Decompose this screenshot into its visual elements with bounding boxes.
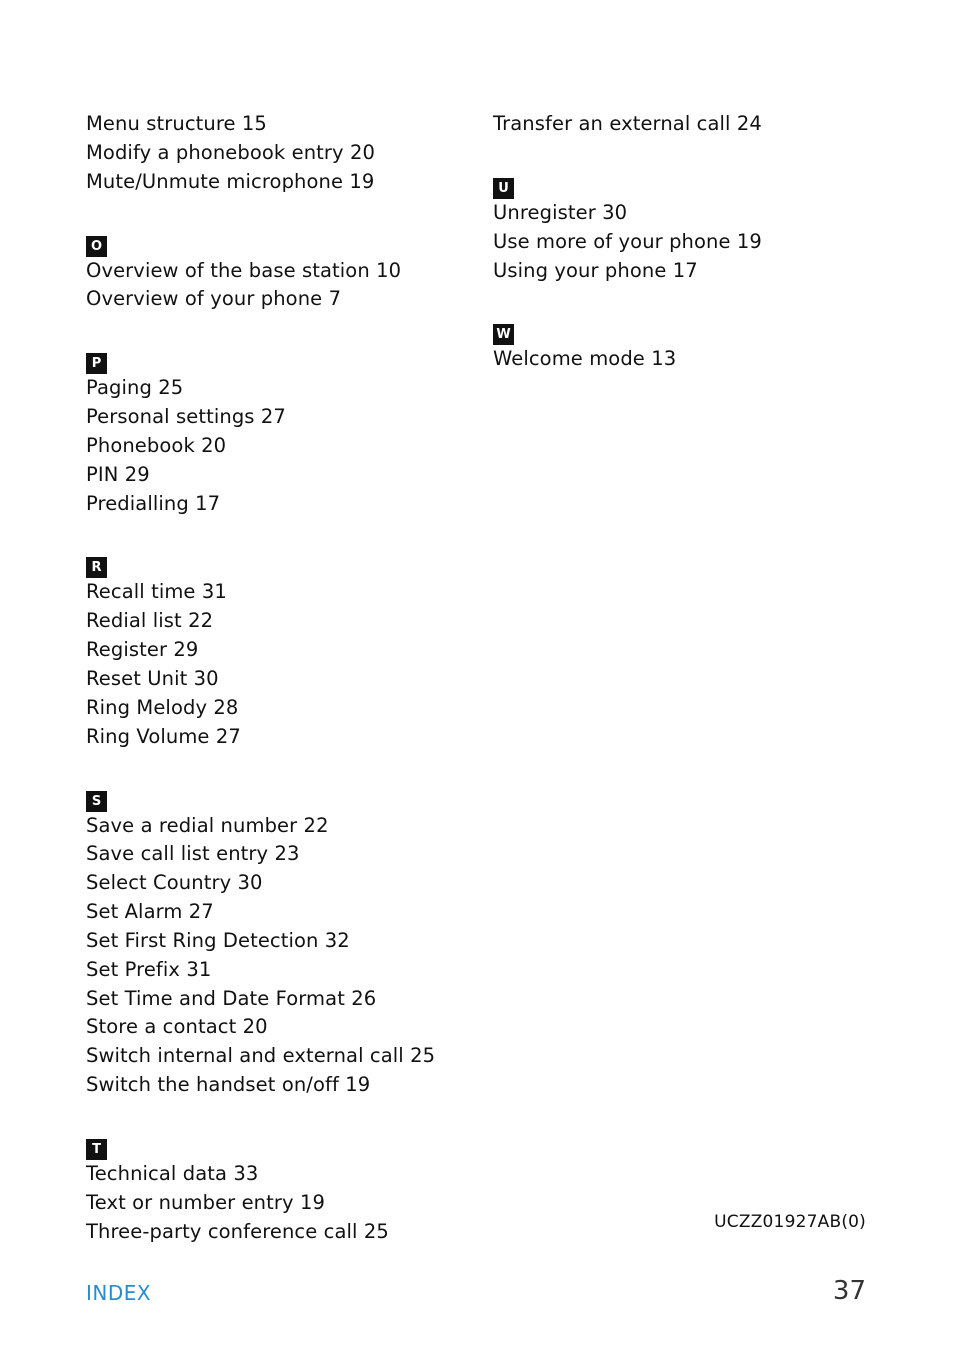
index-letter-badge: S	[86, 791, 107, 812]
index-entry: Set Alarm 27	[86, 900, 214, 924]
index-entry: Technical data 33	[86, 1161, 259, 1185]
index-left-column	[86, 110, 466, 1274]
index-group	[493, 110, 873, 139]
index-group	[86, 1128, 466, 1247]
index-entry: Set Time and Date Format 26	[86, 986, 377, 1010]
index-entry: Save call list entry 23	[86, 842, 300, 866]
index-entry: Transfer an external call 24	[493, 112, 762, 135]
index-letter-badge: P	[86, 353, 107, 374]
index-group	[86, 342, 466, 518]
index-group	[493, 313, 873, 374]
index-entry: PIN 29	[86, 462, 150, 486]
index-entry: Mute/Unmute microphone 19	[86, 169, 375, 193]
index-entry: Personal settings 27	[86, 405, 286, 429]
index-entry: Ring Melody 28	[86, 695, 239, 719]
index-group	[86, 780, 466, 1100]
index-entry: Predialling 17	[86, 491, 221, 515]
document-code: UCZZ01927AB(0)	[714, 1212, 866, 1232]
index-entry: Overview of your phone 7	[86, 287, 342, 311]
index-entry: Overview of the base station 10	[86, 258, 402, 282]
index-entry: Store a contact 20	[86, 1015, 268, 1039]
index-entry: Redial list 22	[86, 609, 214, 633]
index-entry: Using your phone 17	[493, 258, 698, 282]
index-entry: Switch internal and external call 25	[86, 1044, 436, 1068]
index-entry: Save a redial number 22	[86, 813, 329, 837]
index-group	[86, 546, 466, 751]
index-entry: Register 29	[86, 638, 199, 662]
index-entry: Text or number entry 19	[86, 1190, 325, 1214]
index-entry: Set First Ring Detection 32	[86, 928, 350, 952]
index-entry: Reset Unit 30	[86, 666, 219, 690]
index-entry: Set Prefix 31	[86, 957, 212, 981]
index-entry: Use more of your phone 19	[493, 229, 762, 253]
index-entry: Modify a phonebook entry 20	[86, 140, 375, 164]
index-letter-badge: R	[86, 557, 107, 578]
index-entry: Three-party conference call 25	[86, 1219, 389, 1243]
index-entry: Unregister 30	[493, 200, 628, 224]
index-entry: Menu structure 15	[86, 112, 267, 135]
index-entry: Select Country 30	[86, 871, 263, 895]
index-entry: Paging 25	[86, 376, 184, 400]
index-entry: Recall time 31	[86, 580, 227, 604]
page-number: 37	[832, 1276, 866, 1306]
index-letter-badge: T	[86, 1139, 107, 1160]
index-right-column	[493, 110, 873, 402]
index-group	[86, 110, 466, 197]
index-letter-badge: O	[86, 236, 107, 257]
footer-section-label: INDEX	[86, 1281, 152, 1305]
index-group	[493, 167, 873, 286]
index-letter-badge: U	[493, 178, 514, 199]
index-entry: Welcome mode 13	[493, 347, 677, 371]
index-entry: Ring Volume 27	[86, 724, 241, 748]
index-letter-badge: W	[493, 324, 514, 345]
index-group	[86, 225, 466, 315]
index-entry: Phonebook 20	[86, 433, 227, 457]
index-entry: Switch the handset on/off 19	[86, 1073, 371, 1097]
